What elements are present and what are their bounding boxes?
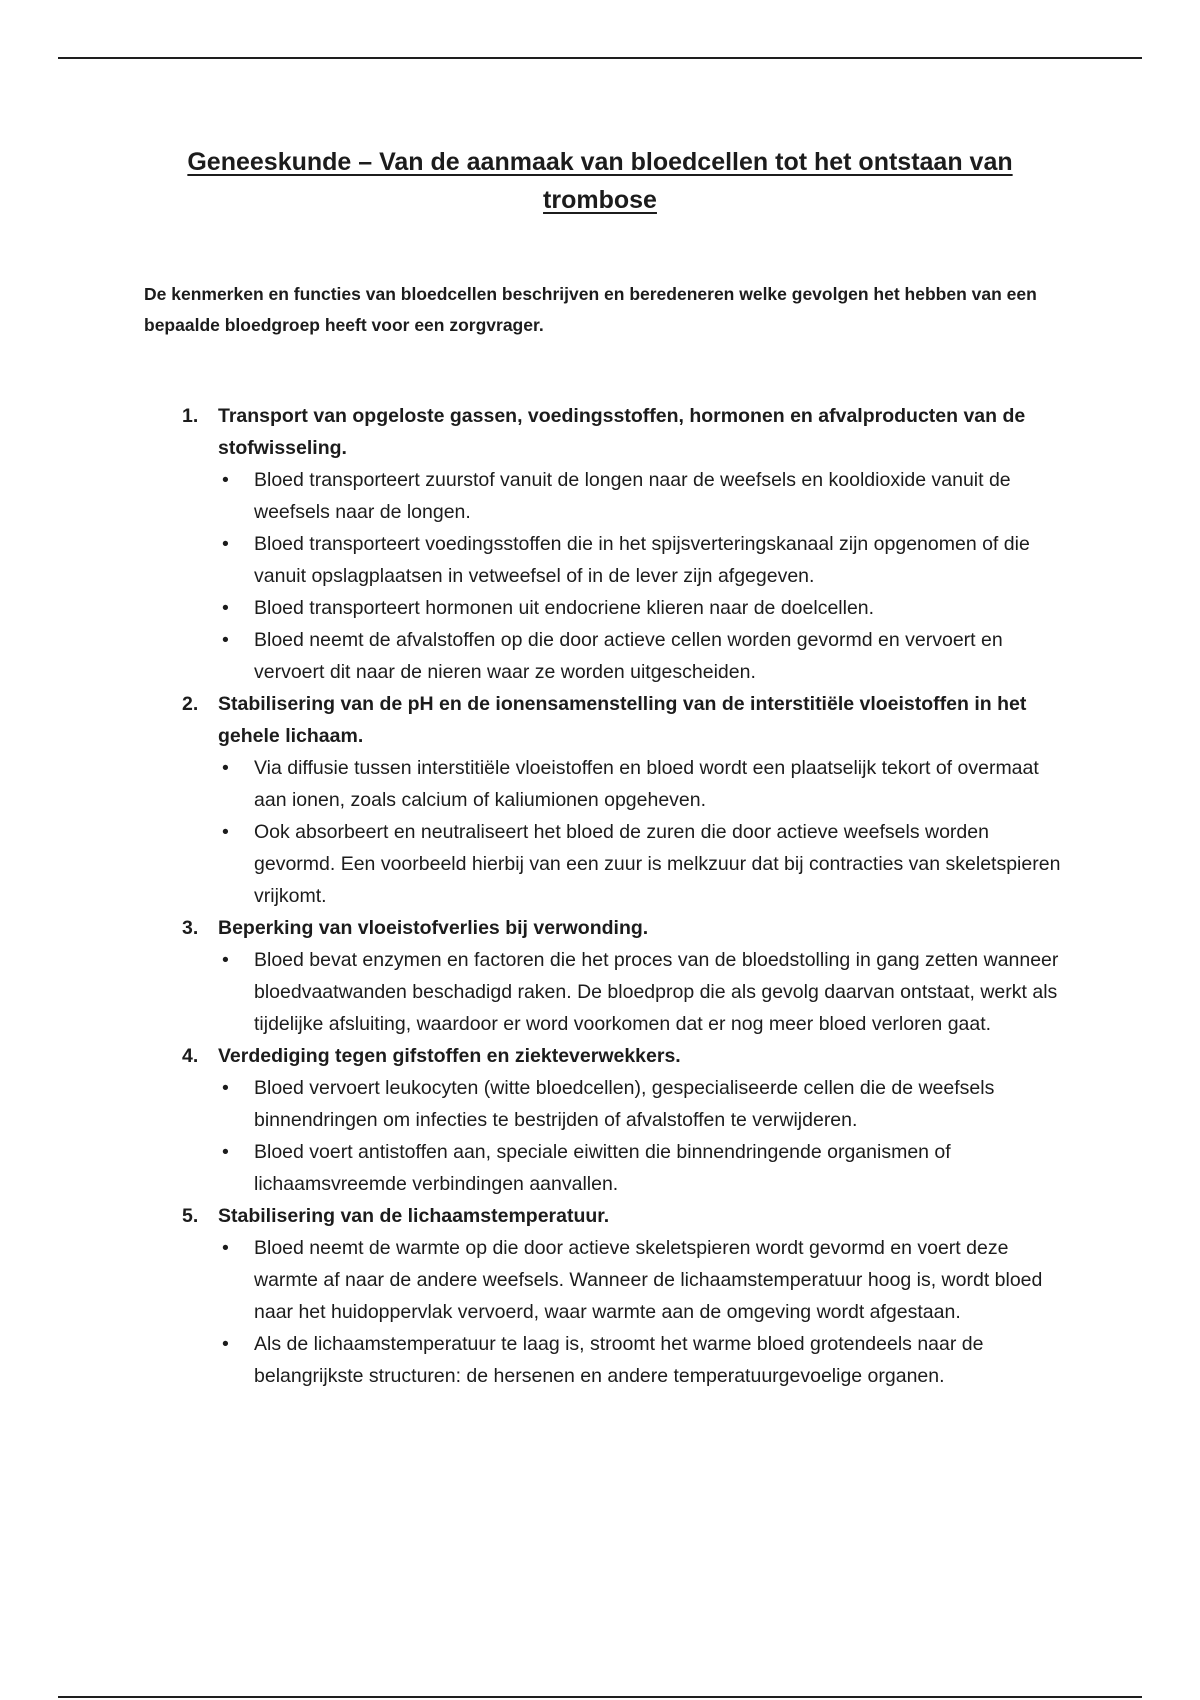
bullet-icon: • <box>222 1333 229 1355</box>
bullet-icon: • <box>222 533 229 555</box>
bullet-text: Bloed transporteert zuurstof vanuit de longen naar de weefsels en kooldioxide vanuit de weefsels naar de longen. <box>254 469 1011 523</box>
bullet-list <box>218 464 1062 688</box>
bullet-list <box>218 1072 1062 1200</box>
list-number: 1. <box>182 405 199 427</box>
bullet-icon: • <box>222 1141 229 1163</box>
bullet-item <box>218 624 1062 688</box>
bullet-item <box>218 752 1062 816</box>
list-item-1 <box>182 400 1062 688</box>
bullet-text: Bloed transporteert hormonen uit endocriene klieren naar de doelcellen. <box>254 597 875 619</box>
bottom-divider <box>58 1696 1142 1698</box>
bullet-item <box>218 1232 1062 1328</box>
bullet-icon: • <box>222 469 229 491</box>
bullet-text: Bloed bevat enzymen en factoren die het proces van de bloedstolling in gang zetten wanneer bloedvaatwanden beschadigd raken. De bloedprop die als gevolg daarvan ontstaat, werkt als tijdelijke afsluiting, waardoor er word voorkomen dat er nog meer bloed verloren gaat. <box>254 949 1059 1035</box>
list-item-5 <box>182 1200 1062 1392</box>
bullet-icon: • <box>222 949 229 971</box>
list-heading: Beperking van vloeistofverlies bij verwonding. <box>218 917 649 939</box>
bullet-text: Via diffusie tussen interstitiële vloeistoffen en bloed wordt een plaatselijk tekort of overmaat aan ionen, zoals calcium of kaliumionen opgeheven. <box>254 757 1039 811</box>
bullet-icon: • <box>222 1237 229 1259</box>
bullet-item <box>218 944 1062 1040</box>
list-heading: Transport van opgeloste gassen, voedingsstoffen, hormonen en afvalproducten van de stofwisseling. <box>218 405 1026 459</box>
bullet-text: Bloed transporteert voedingsstoffen die in het spijsverteringskanaal zijn opgenomen of die vanuit opslagplaatsen in vetweefsel of in de lever zijn afgegeven. <box>254 533 1030 587</box>
list-heading: Stabilisering van de lichaamstemperatuur. <box>218 1205 610 1227</box>
list-heading: Stabilisering van de pH en de ionensamenstelling van de interstitiële vloeistoffen in het gehele lichaam. <box>218 693 1027 747</box>
bullet-list <box>218 1232 1062 1392</box>
list-item-4 <box>182 1040 1062 1200</box>
bullet-item <box>218 528 1062 592</box>
bullet-icon: • <box>222 597 229 619</box>
bullet-icon: • <box>222 757 229 779</box>
top-divider <box>58 57 1142 59</box>
list-heading: Verdediging tegen gifstoffen en ziekteverwekkers. <box>218 1045 681 1067</box>
bullet-item <box>218 1328 1062 1392</box>
list-number: 4. <box>182 1045 199 1067</box>
learning-objective: De kenmerken en functies van bloedcellen beschrijven en beredeneren welke gevolgen het hebben van een bepaalde bloedgroep heeft voor een zorgvrager. <box>144 284 1037 335</box>
bullet-item <box>218 816 1062 912</box>
bullet-text: Bloed vervoert leukocyten (witte bloedcellen), gespecialiseerde cellen die de weefsels binnendringen om infecties te bestrijden of afvalstoffen te verwijderen. <box>254 1077 995 1131</box>
list-number: 5. <box>182 1205 199 1227</box>
bullet-list <box>218 752 1062 912</box>
bullet-text: Bloed neemt de warmte op die door actieve skeletspieren wordt gevormd en voert deze warmte af naar de andere weefsels. Wanneer de lichaamstemperatuur hoog is, wordt bloed naar het huidoppervlak vervoerd, waar warmte aan de omgeving wordt afgestaan. <box>254 1237 1043 1323</box>
bullet-icon: • <box>222 629 229 651</box>
bullet-item <box>218 1072 1062 1136</box>
bullet-item <box>218 464 1062 528</box>
bullet-item <box>218 1136 1062 1200</box>
bullet-item <box>218 592 1062 624</box>
list-number: 2. <box>182 693 199 715</box>
bullet-text: Bloed voert antistoffen aan, speciale eiwitten die binnendringende organismen of lichaamsvreemde verbindingen aanvallen. <box>254 1141 951 1195</box>
bullet-text: Ook absorbeert en neutraliseert het bloed de zuren die door actieve weefsels worden gevormd. Een voorbeeld hierbij van een zuur is melkzuur dat bij contracties van skeletspieren vrijkomt. <box>254 821 1061 907</box>
bullet-icon: • <box>222 821 229 843</box>
list-item-2 <box>182 688 1062 912</box>
list-number: 3. <box>182 917 199 939</box>
bullet-text: Bloed neemt de afvalstoffen op die door actieve cellen worden gevormd en vervoert en vervoert dit naar de nieren waar ze worden uitgescheiden. <box>254 629 1003 683</box>
page-title: Geneeskunde – Van de aanmaak van bloedcellen tot het ontstaan van trombose <box>187 148 1013 214</box>
function-list <box>182 400 1062 1392</box>
list-item-3 <box>182 912 1062 1040</box>
bullet-list <box>218 944 1062 1040</box>
bullet-text: Als de lichaamstemperatuur te laag is, stroomt het warme bloed grotendeels naar de belangrijkste structuren: de hersenen en andere temperatuurgevoelige organen. <box>254 1333 984 1387</box>
bullet-icon: • <box>222 1077 229 1099</box>
